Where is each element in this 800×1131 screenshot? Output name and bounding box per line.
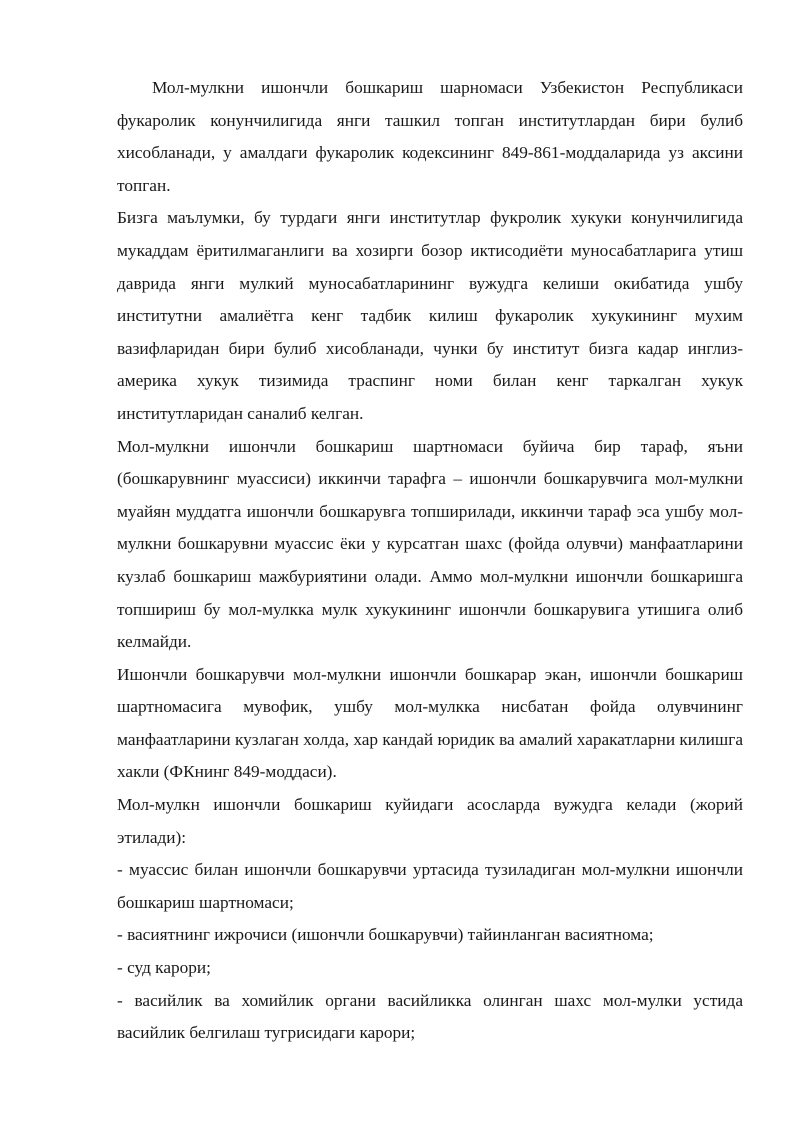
list-item-court-decision: - суд карори;	[117, 958, 211, 978]
paragraph-known-institutions: Бизга маълумки, бу турдаги янги институтлар фукролик хукуки конунчилигида мукаддам ёритилмаганлиги ва хозирги бозор иктисодиёти муносабатларига утиш даврида янги мулкий муносабатларининг вужудга келиши окибатида ушбу институтни амалиётга кенг тадбик килиш фукаролик хукукининг мухим вазифларидан бири булиб хисобланади, чунки бу институт бизга кадар инглиз-америка хукук тизимида трaспинг номи билан кенг таркалган хукук институтларидан саналиб келган.	[117, 208, 743, 423]
list-item-will: - васиятнинг ижрочиси (ишончли бошкарувчи) тайинланган васиятнома;	[117, 925, 654, 945]
document-body	[117, 72, 743, 1050]
paragraph-contract-parties: Мол-мулкни ишончли бошкариш шартномаси буйича бир тараф, яъни (бошкарувнинг муассиси) иккинчи тарафга – ишончли бошкарувчига мол-мулкни муайян муддатга ишончли бошкарувга топширилади, иккинчи тараф эса ушбу мол-мулкни бошкарувни муассис ёки у курсатган шахс (фойда олувчи) манфаатларини кузлаб бошкариш мажбуриятини олади. Аммо мол-мулкни ишончли бошкаришга топшириш бу мол-мулкка мулк хукукининг ишончли бошкарувига утишига олиб келмайди.	[117, 436, 743, 652]
list-item-guardianship: - васийлик ва хомийлик органи васийликка олинган шахс мол-мулки устида васийлик белгилаш тугрисидаги карори;	[117, 990, 743, 1043]
paragraph-intro: Мол-мулкни ишончли бошкариш шарномаси Узбекистон Республикаси фукаролик конунчилигида янги ташкил топган институтлардан бири булиб хисобланади, у амалдаги фукаролик кодексининг 849-861-моддаларида уз аксини топган.	[117, 78, 743, 195]
list-item-contract: - муассис билан ишончли бошкарувчи уртасида тузиладиган мол-мулкни ишончли бошкариш шартномаси;	[117, 860, 743, 912]
paragraph-grounds-heading: Мол-мулкн ишончли бошкариш куйидаги асосларда вужудга келади (жорий этилади):	[117, 795, 743, 847]
paragraph-trustee-rights: Ишончли бошкарувчи мол-мулкни ишончли бошкарар экан, ишончли бошкариш шартномасига мувофик, ушбу мол-мулкка нисбатан фойда олувчининг манфаатларини кузлаган холда, хар кандай юридик ва амалий харакатларни килишга хакли (ФКнинг 849-моддаси).	[117, 664, 743, 782]
